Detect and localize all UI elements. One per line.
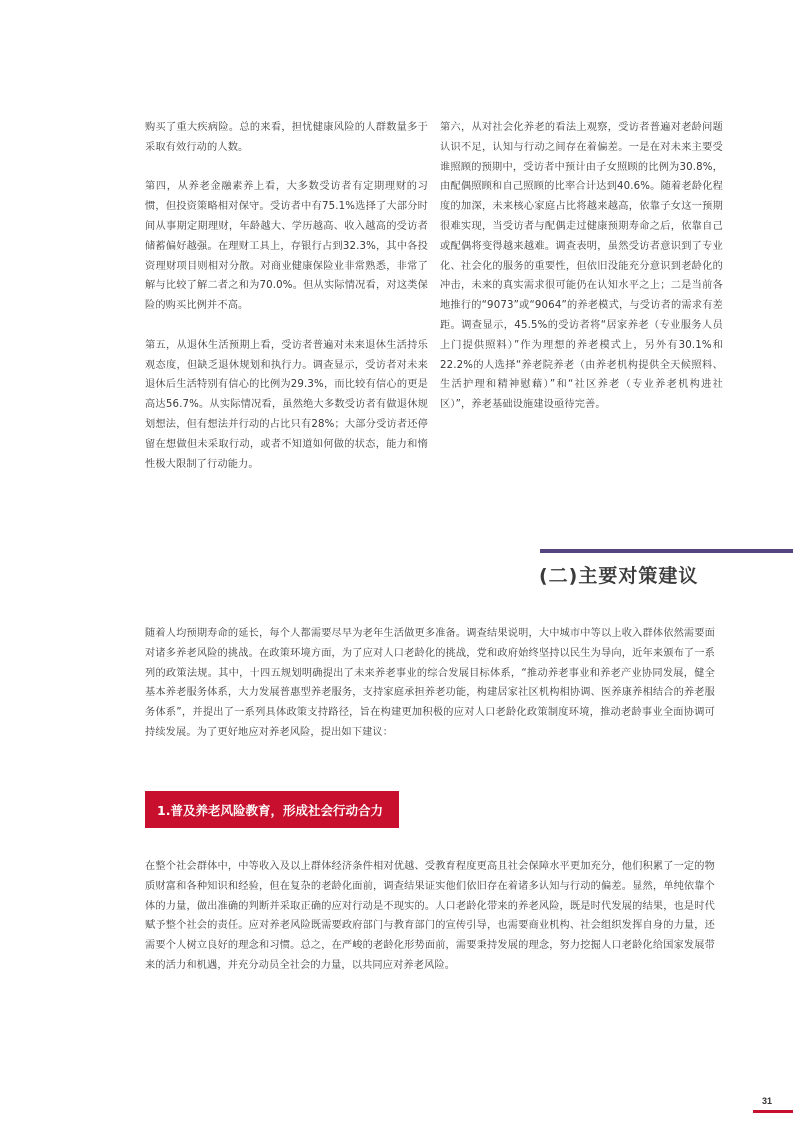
left-column — [145, 118, 428, 494]
right-column — [440, 118, 723, 435]
page-number-underline — [753, 1110, 793, 1113]
section-heading: (二)主要对策建议 — [539, 565, 699, 587]
subheading-text: 1.普及养老风险教育，形成社会行动合力 — [157, 802, 383, 818]
section-intro-paragraph: 随着人均预期寿命的延长，每个人都需要尽早为老年生活做更多准备。调查结果说明，大中城市中等以上收入群体依然需要面对诸多养老风险的挑战。在政策环境方面，为了应对人口老龄化的挑战，党和政府始终坚持以民生为导向，近年来颁布了一系列的政策法规。其中，十四五规划明确提出了未来养老事业的综合发展目标体系，“推动养老事业和养老产业协同发展，健全基本养老服务体系，大力发展普惠型养老服务，支持家庭承担养老功能，构建居家社区机构相协调、医养康养相结合的养老服务体系”，并提出了一系列具体政策支持路径，旨在构建更加积极的应对人口老龄化政策制度环境，推动老龄事业全面协调可持续发展。为了更好地应对养老风险，提出如下建议： — [145, 628, 715, 738]
subsection-body-paragraph: 在整个社会群体中，中等收入及以上群体经济条件相对优越、受教育程度更高且社会保障水平更加充分，他们积累了一定的物质财富和各种知识和经验，但在复杂的老龄化面前，调查结果证实他们依旧存在着诸多认知与行动的偏差。显然，单纯依靠个体的力量，做出准确的判断并采取正确的应对行动是不现实的。人口老龄化带来的养老风险，既是时代发展的结果，也是时代赋予整个社会的责任。应对养老风险既需要政府部门与教育部门的宣传引导，也需要商业机构、社会组织发挥自身的力量，还需要个人树立良好的理念和习惯。总之，在严峻的老龄化形势面前，需要秉持发展的理念，努力挖掘人口老龄化给国家发展带来的活力和机遇，并充分动员全社会的力量，以共同应对养老风险。 — [145, 861, 715, 971]
subheading-banner — [145, 791, 399, 828]
paragraph: 第六，从对社会化养老的看法上观察，受访者普遍对老龄问题认识不足，认知与行动之间存在着偏差。一是在对未来主要受谁照顾的预期中，受访者中预计由子女照顾的比例为30.8%，由配偶照顾和自己照顾的比率合计达到40.6%。随着老龄化程度的加深，未来核心家庭占比将越来越高，依靠子女这一预期很难实现，当受访者与配偶走过健康预期寿命之后，依靠自己或配偶将变得越来越难。调查表明，虽然受访者意识到了专业化、社会化的服务的重要性，但依旧没能充分意识到老龄化的冲击，未来的真实需求很可能仍在认知水平之上；二是当前各地推行的“9073”或“9064”的养老模式，与受访者的需求有差距。调查显示，45.5%的受访者将“居家养老（专业服务人员上门提供照料）”作为理想的养老模式上，另外有30.1%和22.2%的人选择“养老院养老（由养老机构提供全天候照料、生活护理和精神慰藉）”和“社区养老（专业养老机构进社区）”，养老基础设施建设亟待完善。 — [440, 122, 723, 411]
section-heading-bar — [540, 549, 793, 553]
paragraph: 购买了重大疾病险。总的来看，担忧健康风险的人群数量多于采取有效行动的人数。 — [145, 122, 428, 153]
paragraph: 第四，从养老金融素养上看，大多数受访者有定期理财的习惯，但投资策略相对保守。受访者中有75.1%选择了大部分时间从事期定期理财，年龄越大、学历越高、收入越高的受访者储蓄偏好越强。在理财工具上，存银行占到32.3%，其中各投资理财项目则相对分散。对商业健康保险业非常熟悉，非常了解与比较了解二者之和为70.0%。但从实际情况看，对这类保险的购买比例并不高。 — [145, 181, 428, 312]
page-number: 31 — [762, 1096, 773, 1106]
paragraph: 第五，从退休生活预期上看，受访者普遍对未来退休生活持乐观态度，但缺乏退休规划和执行力。调查显示，受访者对未来退休后生活特别有信心的比例为29.3%，而比较有信心的更是高达56.7%。从实际情况看，虽然绝大多数受访者有做退休规划想法，但有想法并行动的占比只有28%；大部分受访者还停留在想做但未采取行动，或者不知道如何做的状态，能力和惰性极大限制了行动能力。 — [145, 339, 428, 470]
